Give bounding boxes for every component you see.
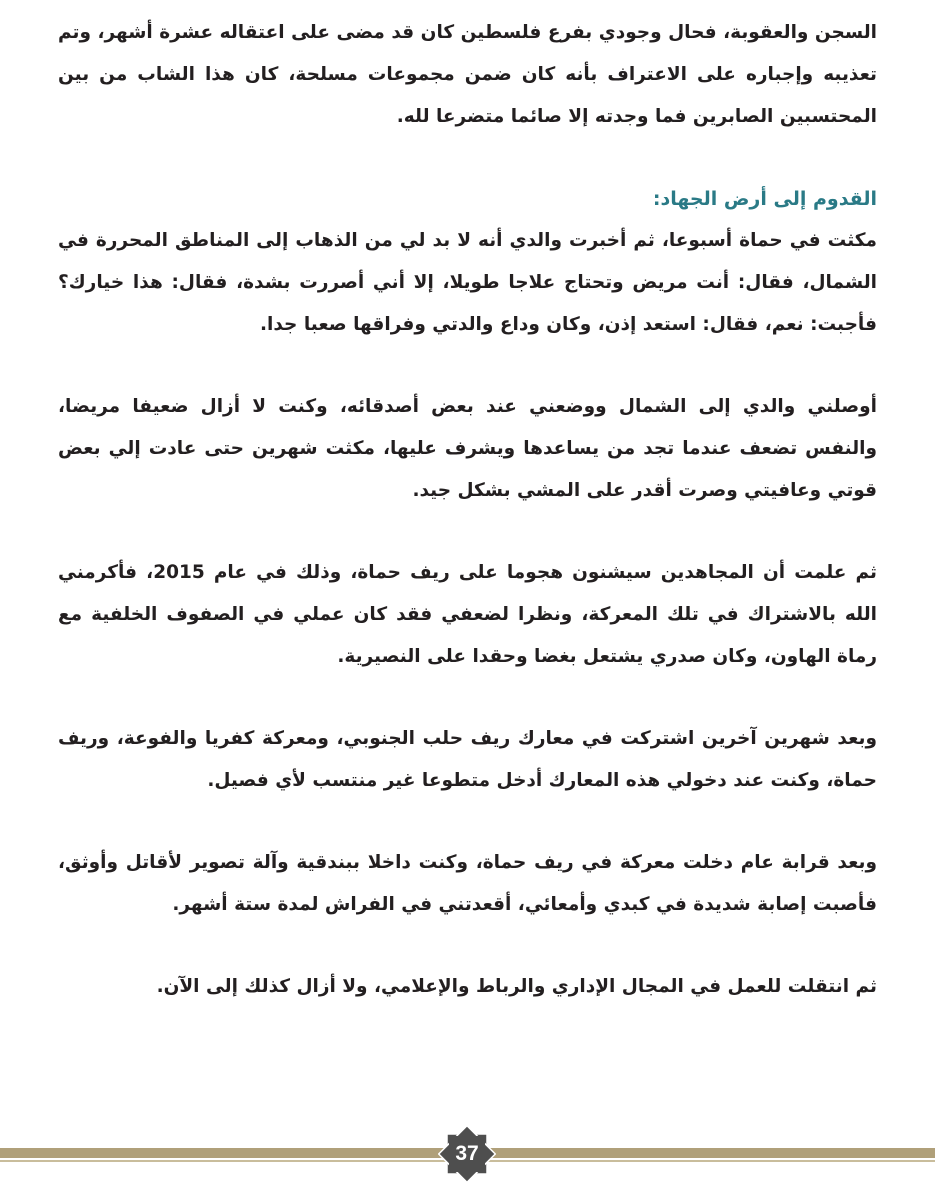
paragraph-4: وبعد شهرين آخرين اشتركت في معارك ريف حلب الجنوبي، ومعركة كفريا والفوعة، وريف حماة، وكنت عند دخولي هذه المعارك أدخل متطوعا غير منتسب لأي فصيل. xyxy=(58,728,877,791)
paragraph-3: ثم علمت أن المجاهدين سيشنون هجوما على ريف حماة، وذلك في عام 2015، فأكرمني الله بالاشتراك في تلك المعركة، ونظرا لضعفي فقد كان عملي في الصفوف الخلفية مع رماة الهاون، وكان صدري يشتعل بغضا وحقدا على النصيرية. xyxy=(58,562,877,667)
page-number: 37 xyxy=(455,1142,479,1165)
page-number-badge xyxy=(438,1125,496,1183)
paragraph-2: أوصلني والدي إلى الشمال ووضعني عند بعض أصدقائه، وكنت لا أزال ضعيفا مريضا، والنفس تضعف عندما تجد من يساعدها ويشرف عليها، مكثت شهرين حتى عادت إلي بعض قوتي وعافيتي وصرت أقدر على المشي بشكل جيد. xyxy=(58,396,877,501)
paragraph-1: مكثت في حماة أسبوعا، ثم أخبرت والدي أنه لا بد لي من الذهاب إلى المناطق المحررة في الشمال، فقال: أنت مريض وتحتاج علاجا طويلا، إلا أني أصررت بشدة، فقال: هذا خيارك؟ فأجبت: نعم، فقال: استعد إذن، وكان وداع والدتي وفراقها صعبا جدا. xyxy=(58,230,877,335)
paragraph-5: وبعد قرابة عام دخلت معركة في ريف حماة، وكنت داخلا ببندقية وآلة تصوير لأقاتل وأوثق، فأصبت إصابة شديدة في كبدي وأمعائي، أقعدتني في الفراش لمدة ستة أشهر. xyxy=(58,852,877,915)
page-footer xyxy=(0,1125,935,1195)
section-heading: القدوم إلى أرض الجهاد: xyxy=(652,188,877,210)
paragraph-intro: السجن والعقوبة، فحال وجودي بفرع فلسطين كان قد مضى على اعتقاله عشرة أشهر، وتم تعذيبه وإجباره على الاعتراف بأنه كان ضمن مجموعات مسلحة، كان هذا الشاب من بين المحتسبين الصابرين فما وجدته إلا صائما متضرعا لله. xyxy=(58,22,877,127)
page-content xyxy=(58,12,877,1008)
paragraph-6: ثم انتقلت للعمل في المجال الإداري والرباط والإعلامي، ولا أزال كذلك إلى الآن. xyxy=(156,976,877,997)
